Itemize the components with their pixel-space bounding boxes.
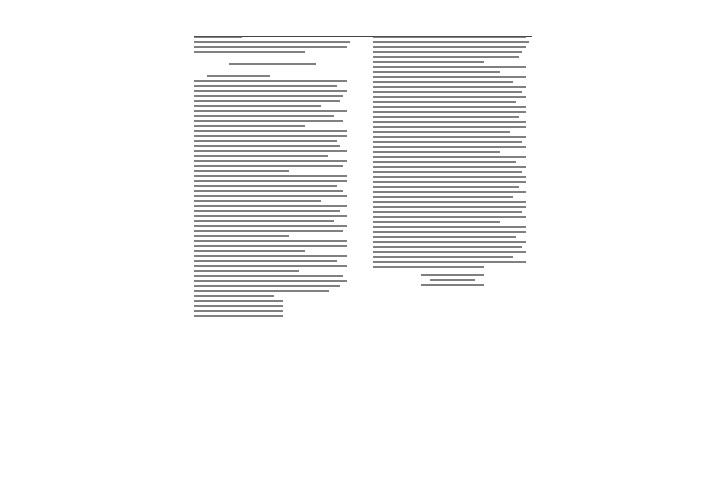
signature-block (373, 274, 532, 286)
signature-name (421, 284, 485, 286)
right-column (373, 33, 532, 443)
signature-role (430, 279, 475, 281)
signature-place-date (421, 274, 485, 276)
left-column (194, 33, 353, 443)
header-title (254, 20, 454, 34)
